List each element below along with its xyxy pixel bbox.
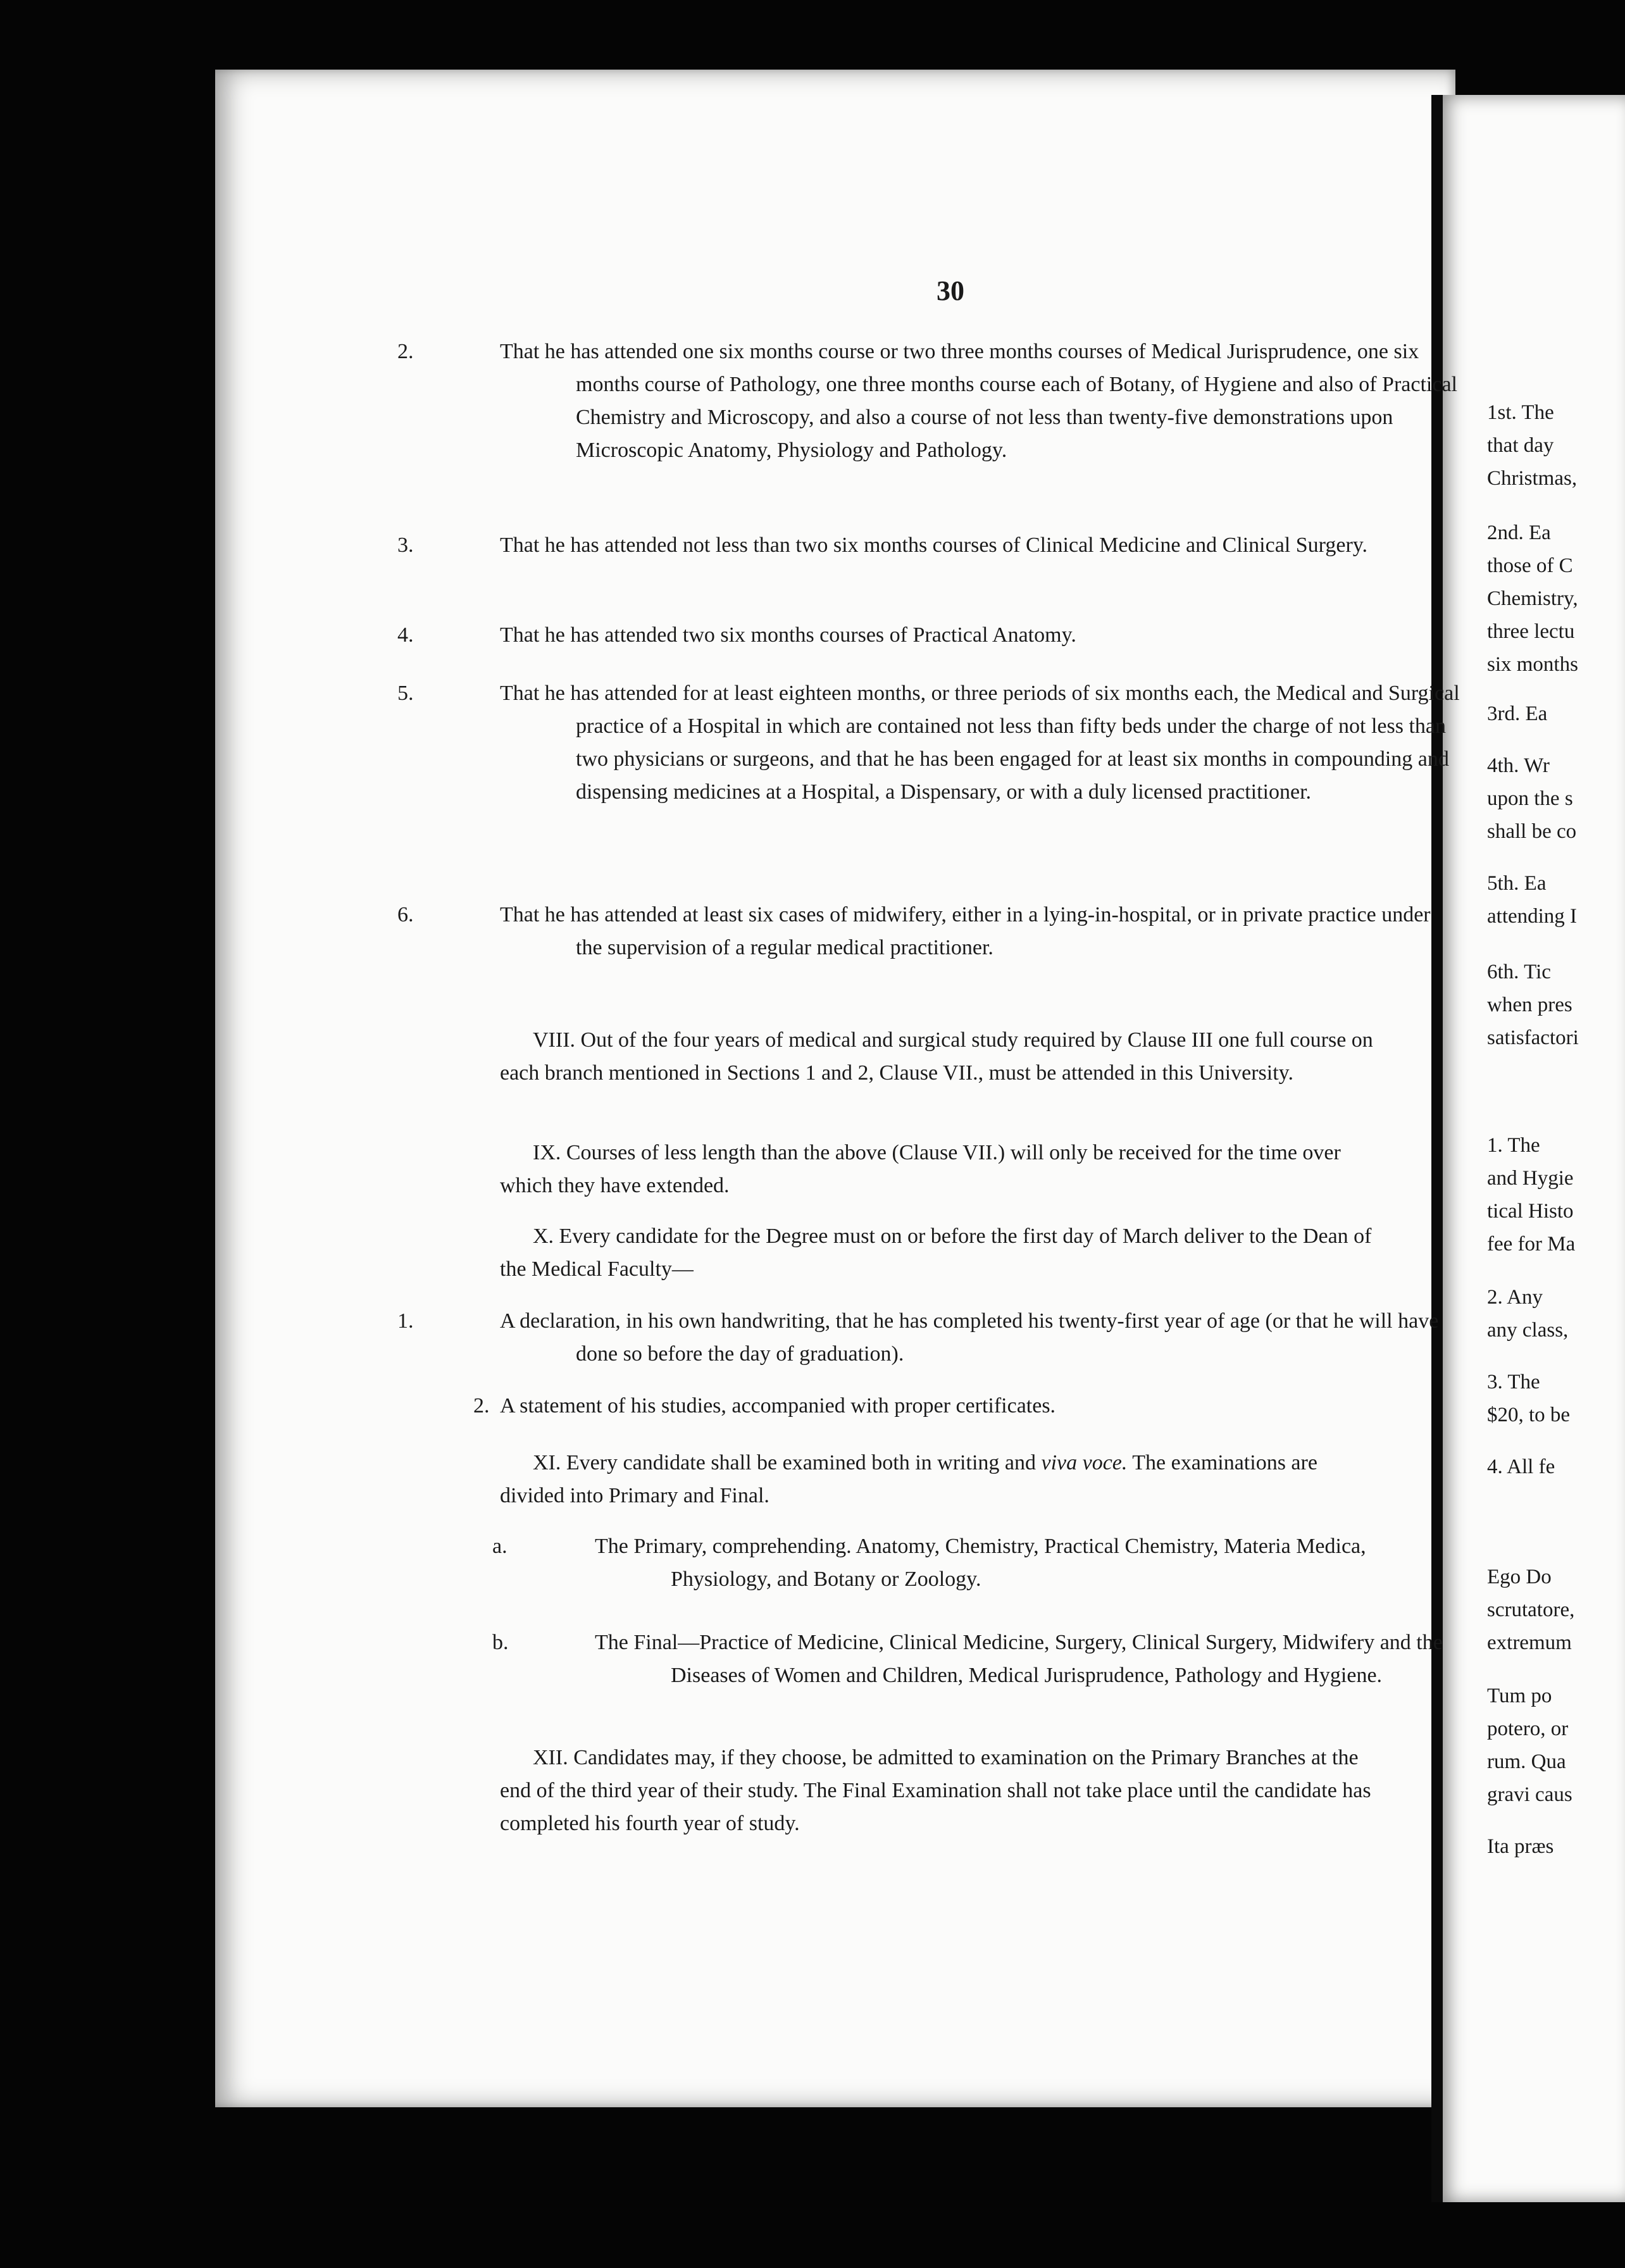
clause-xi-text-cont: The examinations are divided into Primary and Final. [500,1451,1317,1507]
right-text-line: Ita præs [1487,1835,1554,1858]
right-text-line: Ego Do [1487,1566,1552,1588]
item-text: That he has attended one six months course or two three months courses of Medical Jurisprudence, one six months course of Pathology, one three months course each of Botany, of Hygiene and also of Practical Chemistry and Microscopy, and also a course of not less than twenty-five demonstrations upon Microscopic Anatomy, Physiology and Pathology. [500,340,1457,462]
clause-xii: XII. Candidates may, if they choose, be admitted to examination on the Primary Branches at the end of the third year of their study. The Final Examination shall not take place until the candidate has completed his fourth year of study. [500,1746,1371,1835]
right-text-line: $20, to be [1487,1404,1571,1426]
right-page-text-block [1487,749,1625,848]
right-page-text-block [1487,956,1625,1054]
right-text-line: that day [1487,434,1554,457]
right-text-line: Chemistry, [1487,587,1578,610]
item-text: That he has attended at least six cases of midwifery, either in a lying-in-hospital, or in private practice under the supervision of a regular medical practitioner. [500,903,1431,959]
right-text-line: three lectu [1487,620,1575,643]
right-page-text-block [1487,1830,1625,1863]
right-text-line: 3. The [1487,1371,1540,1393]
item-text: A statement of his studies, accompanied with proper certificates. [500,1394,1056,1418]
right-page-text-block [1487,396,1625,495]
item-text: That he has attended for at least eighteen months, or three periods of six months each, the Medical and Surgical practice of a Hospital in which are contained not less than fifty beds under the charge of not less than two physicians or surgeons, and that he has been engaged for at least six months in compounding and dispensing medicines at a Hospital, a Dispensary, or with a duly licensed practitioner. [500,682,1460,804]
item-text: The Final—Practice of Medicine, Clinical Medicine, Surgery, Clinical Surgery, Midwifery and the Diseases of Women and Children, Medical Jurisprudence, Pathology and Hygiene. [595,1631,1443,1687]
list-item [500,1305,1462,1371]
list-item [500,619,1462,652]
right-page-text-block [1487,1281,1625,1347]
item-text: That he has attended not less than two six months courses of Clinical Medicine and Clinical Surgery. [500,533,1368,557]
right-text-line: 2nd. Ea [1487,521,1551,544]
item-text: The Primary, comprehending. Anatomy, Chemistry, Practical Chemistry, Materia Medica, Physiology, and Botany or Zoology. [595,1535,1366,1591]
right-text-line: 4th. Wr [1487,754,1550,777]
right-text-line: extremum [1487,1631,1572,1654]
right-text-line: and Hygie [1487,1167,1574,1190]
right-page-text-block [1487,1129,1625,1261]
right-text-line: those of C [1487,554,1573,577]
clause-xi-italic: viva voce. [1041,1451,1128,1474]
right-text-line: 6th. Tic [1487,961,1551,983]
right-text-line: Tum po [1487,1685,1552,1707]
right-text-line: scrutatore, [1487,1598,1575,1621]
right-page-text-block [1487,1679,1625,1811]
right-text-line: upon the s [1487,787,1573,810]
list-item [500,677,1462,809]
right-text-line: fee for Ma [1487,1233,1576,1256]
clause-viii: VIII. Out of the four years of medical and surgical study required by Clause III one full course on each branch mentioned in Sections 1 and 2, Clause VII., must be attended in this University. [500,1028,1373,1085]
right-page-text-block [1487,1366,1625,1431]
item-marker: 2. [473,1394,490,1418]
clause-xi [500,1447,1386,1512]
list-item [500,335,1462,467]
right-text-line: when pres [1487,994,1572,1016]
right-text-line: any class, [1487,1319,1569,1342]
right-text-line: shall be co [1487,820,1577,843]
right-page-text-block [1487,697,1625,730]
right-page-text-block [1487,867,1625,933]
list-item [595,1530,1449,1596]
list-item [595,1626,1449,1692]
right-text-line: six months [1487,653,1578,676]
right-text-line: satisfactori [1487,1026,1579,1049]
clause-ix: IX. Courses of less length than the above (Clause VII.) will only be received for the time over which they have extended. [500,1141,1341,1197]
right-text-line: 2. Any [1487,1286,1543,1309]
list-item [473,1390,1386,1423]
right-page-text-block [1487,516,1625,681]
page-number: 30 [937,275,964,306]
list-item [500,529,1462,562]
right-text-line: gravi caus [1487,1783,1572,1806]
right-text-line: 1. The [1487,1134,1540,1157]
right-text-line: potero, or [1487,1717,1569,1740]
right-text-line: 4. All fe [1487,1455,1555,1478]
right-text-line: Christmas, [1487,467,1578,490]
clause-xi-text: XI. Every candidate shall be examined both in writing and [533,1451,1036,1474]
clause-x: X. Every candidate for the Degree must on or before the first day of March deliver to the Dean of the Medical Faculty— [500,1224,1372,1281]
right-page-text-block [1487,1561,1625,1659]
right-text-line: 1st. The [1487,401,1554,424]
right-text-line: attending I [1487,905,1578,928]
right-text-line: 3rd. Ea [1487,702,1548,725]
item-text: That he has attended two six months courses of Practical Anatomy. [500,623,1076,647]
item-text: A declaration, in his own handwriting, that he has completed his twenty-first year of age (or that he will have done so before the day of graduation). [500,1309,1439,1366]
right-text-line: tical Histo [1487,1200,1574,1223]
right-text-line: rum. Qua [1487,1750,1566,1773]
right-text-line: 5th. Ea [1487,872,1547,895]
list-item [500,899,1462,964]
right-page-text-block [1487,1450,1625,1483]
